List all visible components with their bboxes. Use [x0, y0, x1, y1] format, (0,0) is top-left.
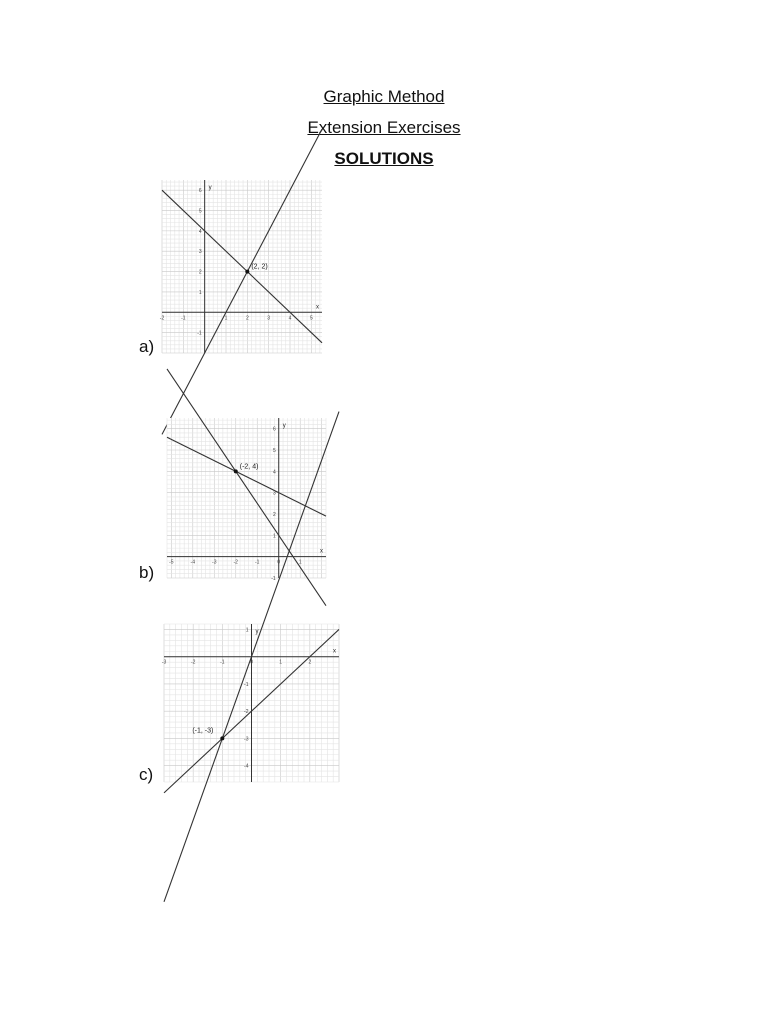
x-tick-label: 2 — [308, 659, 312, 666]
x-tick-label: -1 — [255, 559, 260, 566]
y-tick-label: -2 — [244, 709, 249, 716]
x-tick-label: 1 — [224, 315, 228, 322]
y-tick-label: 6 — [198, 188, 202, 195]
x-axis-label: x — [316, 304, 319, 311]
intersection-point — [234, 469, 238, 473]
y-tick-label: -1 — [271, 576, 276, 582]
y-tick-label: 4 — [198, 228, 202, 235]
intersection-label: (2, 2) — [251, 263, 268, 271]
y-tick-label: -4 — [244, 763, 249, 770]
x-tick-label: -3 — [161, 659, 167, 666]
graph-b — [167, 418, 326, 582]
y-tick-label: 6 — [272, 426, 276, 433]
x-axis-label: x — [333, 648, 336, 655]
x-tick-label: -2 — [159, 315, 165, 322]
series-line-1 — [159, 129, 322, 434]
x-tick-label: 3 — [267, 315, 271, 322]
y-tick-label: 5 — [272, 448, 276, 454]
x-tick-label: -2 — [190, 659, 196, 666]
y-tick-label: -1 — [197, 330, 202, 337]
part-label-c: c) — [139, 765, 154, 784]
y-tick-label: 2 — [198, 269, 202, 276]
x-tick-label: -2 — [233, 559, 238, 566]
axes — [160, 180, 322, 353]
axes — [162, 624, 339, 782]
part-label-a: a) — [139, 337, 155, 356]
x-tick-label: 1 — [279, 659, 283, 666]
y-tick-label: -1 — [244, 681, 249, 688]
intersection-label: (-2, 4) — [239, 463, 259, 471]
graph-c — [161, 624, 339, 782]
x-tick-label: -3 — [212, 559, 217, 566]
graph-a — [159, 180, 322, 353]
series-line-2 — [167, 369, 326, 606]
y-tick-label: 5 — [198, 208, 202, 215]
series-line-2 — [159, 190, 322, 343]
y-axis-label: y — [208, 185, 212, 191]
y-tick-label: 2 — [272, 512, 276, 518]
part-label-b: b) — [139, 563, 155, 582]
y-tick-label: 1 — [198, 289, 202, 296]
y-tick-label: 1 — [245, 627, 249, 634]
y-tick-label: -3 — [244, 736, 249, 743]
x-tick-label: -4 — [190, 559, 196, 566]
graph-a-svg — [159, 180, 322, 353]
grid — [167, 418, 326, 578]
y-axis-label: y — [282, 423, 286, 429]
solutions-heading: SOLUTIONS — [334, 149, 434, 168]
y-tick-label: 3 — [198, 249, 202, 256]
document-subtitle: Extension Exercises — [307, 118, 461, 137]
document-title: Graphic Method — [323, 87, 445, 106]
graph-c-svg — [161, 624, 339, 782]
y-tick-label: 3 — [272, 490, 276, 497]
x-tick-label: -1 — [181, 315, 186, 322]
y-tick-label: 4 — [272, 469, 276, 476]
x-tick-label: 5 — [309, 315, 313, 322]
graph-b-svg — [167, 418, 326, 582]
x-axis-label: x — [320, 548, 323, 555]
intersection-point — [245, 270, 249, 274]
axes — [167, 418, 326, 582]
intersection-point — [220, 736, 224, 740]
x-tick-label: 2 — [245, 315, 249, 322]
x-tick-label: 4 — [288, 315, 292, 322]
y-axis-label: y — [255, 629, 259, 635]
y-tick-label: 1 — [272, 533, 276, 540]
x-tick-label: 1 — [298, 559, 302, 566]
x-tick-label: 0 — [277, 559, 281, 566]
series-line-1 — [167, 437, 326, 516]
x-tick-label: -1 — [220, 659, 225, 666]
intersection-label: (-1, -3) — [192, 727, 214, 735]
x-tick-label: 0 — [250, 659, 253, 666]
x-tick-label: -5 — [169, 559, 174, 566]
